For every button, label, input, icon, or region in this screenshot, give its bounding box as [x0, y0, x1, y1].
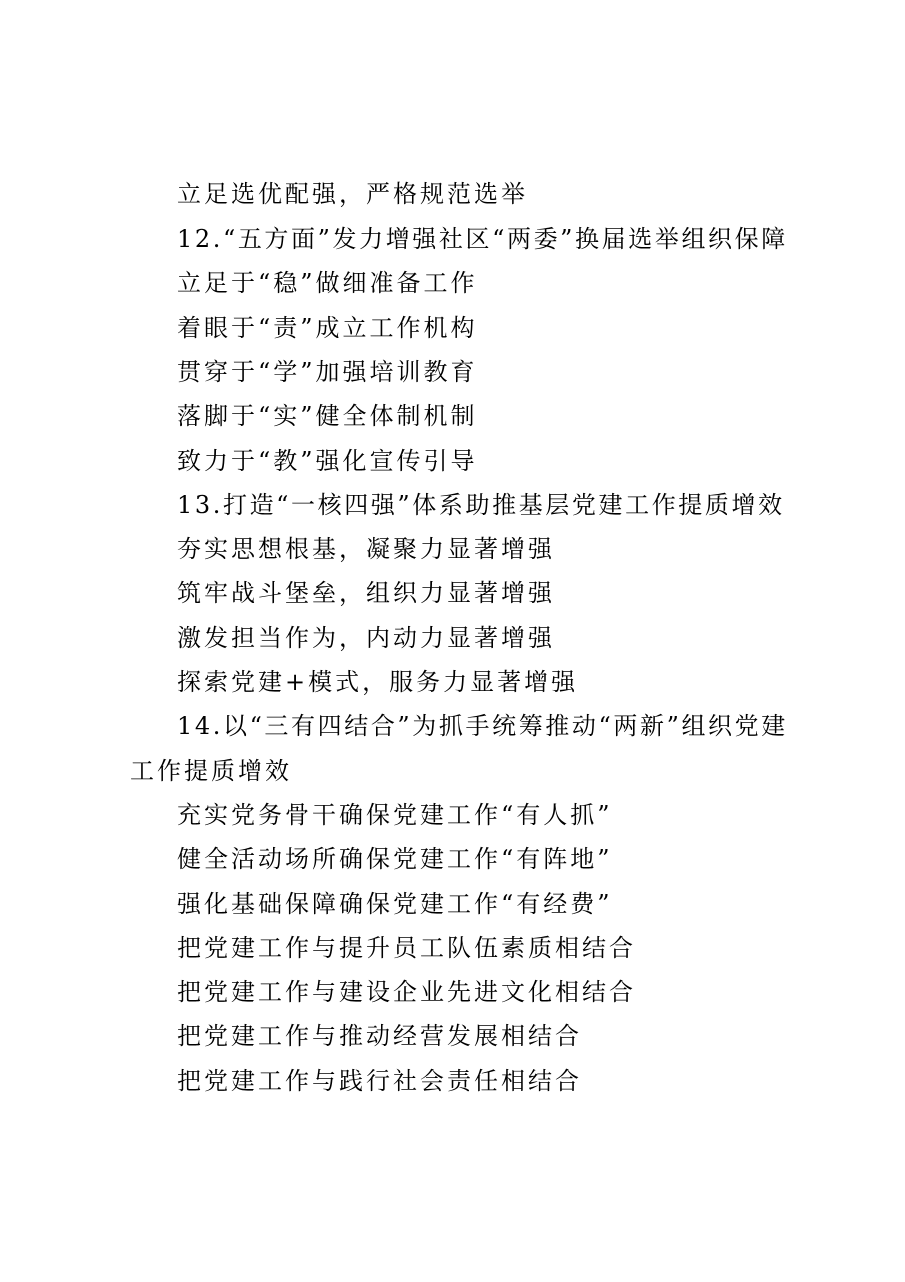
- text-line: 激发担当作为，内动力显著增强: [177, 624, 555, 652]
- text-line: 夯实思想根基，凝聚力显著增强: [177, 535, 555, 563]
- section-heading-14-continuation: 工作提质增效: [130, 757, 292, 785]
- section-heading-13: 13.打造“一核四强”体系助推基层党建工作提质增效: [177, 491, 785, 519]
- text-line: 筑牢战斗堡垒，组织力显著增强: [177, 579, 555, 607]
- text-line: 立足于“稳”做细准备工作: [177, 269, 478, 297]
- text-line: 强化基础保障确保党建工作“有经费”: [177, 890, 613, 918]
- text-line: 健全活动场所确保党建工作“有阵地”: [177, 845, 613, 873]
- text-line: 着眼于“责”成立工作机构: [177, 314, 478, 342]
- text-line: 贯穿于“学”加强培训教育: [177, 358, 478, 386]
- text-line: 把党建工作与推动经营发展相结合: [177, 1022, 582, 1050]
- text-line: 致力于“教”强化宣传引导: [177, 447, 478, 475]
- text-line: 探索党建+模式，服务力显著增强: [177, 668, 579, 696]
- text-line: 充实党务骨干确保党建工作“有人抓”: [177, 801, 613, 829]
- text-line: 立足选优配强，严格规范选举: [177, 180, 528, 208]
- text-line: 把党建工作与提升员工队伍素质相结合: [177, 934, 636, 962]
- text-line: 把党建工作与践行社会责任相结合: [177, 1067, 582, 1095]
- section-heading-12: 12.“五方面”发力增强社区“两委”换届选举组织保障: [177, 225, 788, 253]
- text-line: 把党建工作与建设企业先进文化相结合: [177, 978, 636, 1006]
- text-line: 落脚于“实”健全体制机制: [177, 402, 478, 430]
- section-heading-14: 14.以“三有四结合”为抓手统筹推动“两新”组织党建: [177, 712, 788, 740]
